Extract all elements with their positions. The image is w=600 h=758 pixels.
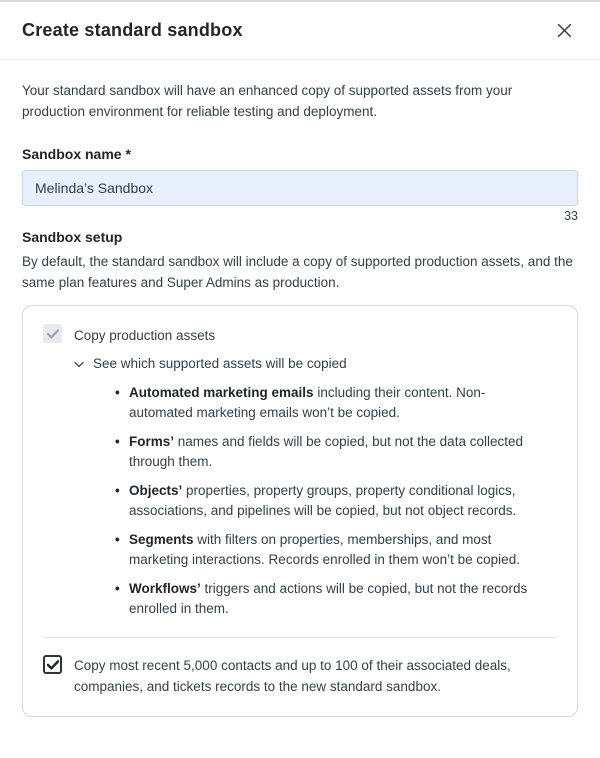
supported-assets-list xyxy=(113,383,557,619)
char-count: 33 xyxy=(564,209,578,223)
sandbox-name-input[interactable] xyxy=(22,170,578,206)
asset-bullet-term: Segments xyxy=(129,532,194,547)
chevron-down-icon xyxy=(74,361,84,368)
asset-bullet-text: properties, property groups, property conditional logics, associations, and pipelines will be copied, but not object records. xyxy=(129,483,517,518)
copy-contacts-checkbox[interactable] xyxy=(43,655,62,674)
copy-production-assets-row xyxy=(43,323,557,346)
checkmark-icon xyxy=(47,660,59,670)
intro-text: Your standard sandbox will have an enhanced copy of supported assets from your production environment for reliable testing and deployment. xyxy=(22,83,513,119)
copy-contacts-row xyxy=(43,654,557,697)
sandbox-setup-heading: Sandbox setup xyxy=(22,229,123,245)
asset-bullet-text: with filters on properties, memberships, and most marketing interactions. Records enrolled in them won’t be copied. xyxy=(129,532,520,567)
assets-card xyxy=(22,305,578,717)
asset-bullet-text: including their content. Non-automated marketing emails won’t be copied. xyxy=(129,385,486,420)
sandbox-setup-description: By default, the standard sandbox will include a copy of supported production assets, and the same plan features and Super Admins as production. xyxy=(22,254,573,290)
copy-contacts-label: Copy most recent 5,000 contacts and up to 100 of their associated deals, companies, and tickets records to the new standard sandbox. xyxy=(74,658,511,694)
asset-bullet-emails xyxy=(113,383,533,423)
supported-assets-toggle[interactable] xyxy=(74,356,557,371)
card-divider xyxy=(43,637,557,638)
sandbox-name-label: Sandbox name * xyxy=(22,146,131,162)
close-button[interactable] xyxy=(553,19,576,42)
copy-production-assets-checkbox xyxy=(43,324,62,343)
asset-bullet-term: Objects’ xyxy=(129,483,183,498)
asset-bullet-forms xyxy=(113,432,533,472)
asset-bullet-workflows xyxy=(113,579,533,619)
asset-bullet-segments xyxy=(113,530,533,570)
close-icon xyxy=(557,23,572,38)
copy-production-assets-label: Copy production assets xyxy=(74,328,216,343)
checkmark-icon xyxy=(47,329,59,339)
asset-bullet-text: names and fields will be copied, but not the data collected through them. xyxy=(129,434,523,469)
asset-bullet-term: Workflows’ xyxy=(129,581,201,596)
modal-title: Create standard sandbox xyxy=(22,20,243,40)
modal-header xyxy=(0,2,600,60)
asset-bullet-text: triggers and actions will be copied, but not the records enrolled in them. xyxy=(129,581,528,616)
supported-assets-toggle-label: See which supported assets will be copied xyxy=(93,356,347,371)
asset-bullet-term: Forms’ xyxy=(129,434,175,449)
modal-body xyxy=(0,80,600,717)
asset-bullet-objects xyxy=(113,481,533,521)
asset-bullet-term: Automated marketing emails xyxy=(129,385,314,400)
